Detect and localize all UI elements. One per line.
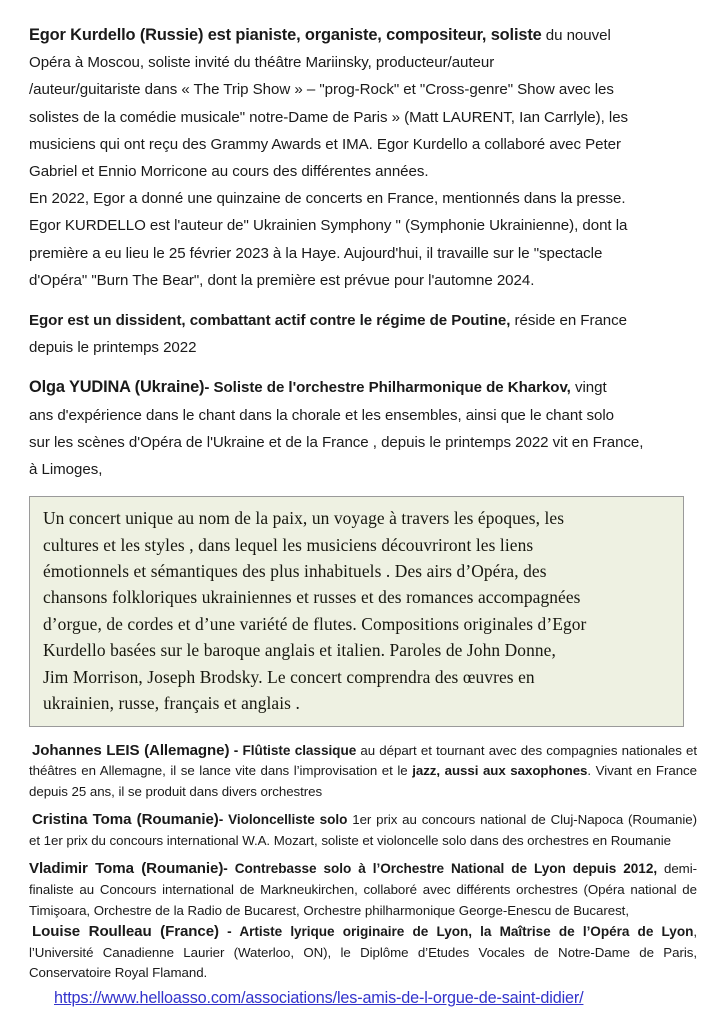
paragraph-dissident-line2: depuis le printemps 2022: [29, 339, 197, 357]
musician-name: Vladimir Toma (Roumanie): [29, 860, 224, 878]
musician-role: Flûtiste classique: [242, 742, 357, 758]
dissident-rest: réside en France: [510, 312, 627, 330]
paragraph-egor-line10: d'Opéra" "Burn The Bear", dont la première est prévue pour l'automne 2024.: [29, 271, 535, 289]
olga-name: Olga YUDINA (Ukraine): [29, 378, 205, 397]
musician-body-a: au départ et tournant avec des compagnies nationales et théâtres en Allemagne, il se lance vite dans l’improvisation et le: [29, 742, 697, 779]
musician-name: Cristina Toma (Roumanie): [32, 811, 219, 829]
biography-egor-section: [29, 22, 697, 483]
olga-role: - Soliste de l'orchestre Philharmonique de Kharkov,: [204, 379, 571, 397]
paragraph-olga-line3: sur les scènes d'Opéra de l'Ukraine et de la France , depuis le printemps 2022 vit en France,: [29, 433, 644, 451]
registration-link-row: [29, 989, 697, 1008]
musicians-section: [29, 741, 697, 1009]
quote-line-2: cultures et les styles , dans lequel les musiciens découvriront les liens: [43, 534, 534, 555]
quote-line-6: Kurdello basées sur le baroque anglais et italien. Paroles de John Donne,: [43, 640, 556, 661]
helloasso-registration-link[interactable]: https://www.helloasso.com/associations/les-amis-de-l-orgue-de-saint-didier/: [54, 989, 584, 1008]
musician-name: Johannes LEIS (Allemagne): [32, 741, 230, 759]
quote-line-3: émotionnels et sémantiques des plus inhabituels . Des airs d’Opéra, des: [43, 561, 547, 582]
egor-heading: Egor Kurdello (Russie) est pianiste, organiste, compositeur, soliste: [29, 26, 542, 44]
musician-separator: -: [218, 812, 229, 828]
musician-role: Artiste lyrique originaire de Lyon, la Maîtrise de l’Opéra de Lyon: [239, 924, 694, 940]
musician-bio-johannes-leis: [29, 741, 697, 803]
musician-name: Louise Roulleau (France): [32, 923, 219, 941]
quote-line-7: Jim Morrison, Joseph Brodsky. Le concert comprendra des œuvres en: [43, 666, 535, 687]
paragraph-olga-line2: ans d'expérience dans le chant dans la chorale et les ensembles, ainsi que le chant solo: [29, 406, 614, 424]
paragraph-egor-line2: Opéra à Moscou, soliste invité du théâtre Mariinsky, producteur/auteur: [29, 54, 495, 72]
paragraph-olga-line1: [29, 374, 697, 401]
paragraph-egor-line8: Egor KURDELLO est l'auteur de" Ukrainien Symphony " (Symphonie Ukrainienne), dont la: [29, 217, 628, 235]
musician-separator: -: [229, 742, 243, 758]
paragraph-egor-line9: première a eu lieu le 25 février 2023 à la Haye. Aujourd'hui, il travaille sur le "spectacle: [29, 244, 603, 262]
paragraph-egor-line5: musiciens qui ont reçu des Grammy Awards et IMA. Egor Kurdello a collaboré avec Peter: [29, 135, 621, 153]
concert-description-box: [29, 496, 684, 726]
dissident-heading: Egor est un dissident, combattant actif contre le régime de Poutine,: [29, 312, 511, 330]
egor-intro-rest: du nouvel: [541, 27, 611, 44]
paragraph-egor-line4: solistes de la comédie musicale" notre-Dame de Paris » (Matt LAURENT, Ian Carrlyle), les: [29, 108, 629, 126]
musician-role: Violoncelliste solo: [228, 812, 348, 828]
quote-line-1: Un concert unique au nom de la paix, un voyage à travers les époques, les: [43, 508, 565, 529]
musician-bio-louise-roulleau: [29, 922, 697, 984]
musician-separator: -: [218, 924, 240, 940]
musician-bio-cristina-toma: [29, 810, 697, 851]
musician-body-b: . Vivant en France depuis 25 ans, il se produit dans divers orchestres: [29, 763, 697, 799]
paragraph-dissident-line1: [29, 307, 697, 334]
paragraph-egor-line7: En 2022, Egor a donné une quinzaine de concerts en France, mentionnés dans la presse.: [29, 190, 626, 208]
paragraph-egor-intro: [29, 22, 697, 49]
musician-body-a: , l’Université Canadienne Laurier (Waterloo, ON), le Diplôme d’Etudes Vocales de Notre-Dame de Paris, Conservatoire Royal Flamand.: [29, 924, 697, 981]
musician-bio-vladimir-toma: [29, 859, 697, 921]
paragraph-egor-line3: /auteur/guitariste dans « The Trip Show » – "prog-Rock" et "Cross-genre" Show avec les: [29, 81, 614, 99]
musician-emphasis: jazz, aussi aux saxophones: [412, 763, 588, 779]
paragraph-egor-line6: Gabriel et Ennio Morricone au cours des différentes années.: [29, 163, 429, 181]
quote-line-8: ukrainien, russe, français et anglais .: [43, 693, 300, 714]
musician-body-a: demi-finaliste au Concours international de Markneukirchen, collaboré avec différents orchestres (Opéra national de Timişoara, Orchestre de la Radio de Bucarest, Orchestre philharmonique George-Enescu de Bucarest,: [29, 861, 697, 918]
musician-body-a: 1er prix au concours national de Cluj-Napoca (Roumanie) et 1er prix du concours international W.A. Mozart, soliste et violoncelle solo dans des orchestres en Roumanie: [29, 812, 697, 848]
musician-separator: -: [223, 861, 235, 877]
musician-role: Contrebasse solo à l’Orchestre National de Lyon depuis 2012,: [234, 861, 658, 877]
olga-rest: vingt: [570, 379, 607, 397]
quote-line-5: d’orgue, de cordes et d’une variété de flutes. Compositions originales d’Egor: [43, 613, 587, 634]
paragraph-olga-line4: à Limoges,: [29, 461, 103, 479]
quote-line-4: chansons folkloriques ukrainiennes et russes et des romances accompagnées: [43, 587, 581, 608]
